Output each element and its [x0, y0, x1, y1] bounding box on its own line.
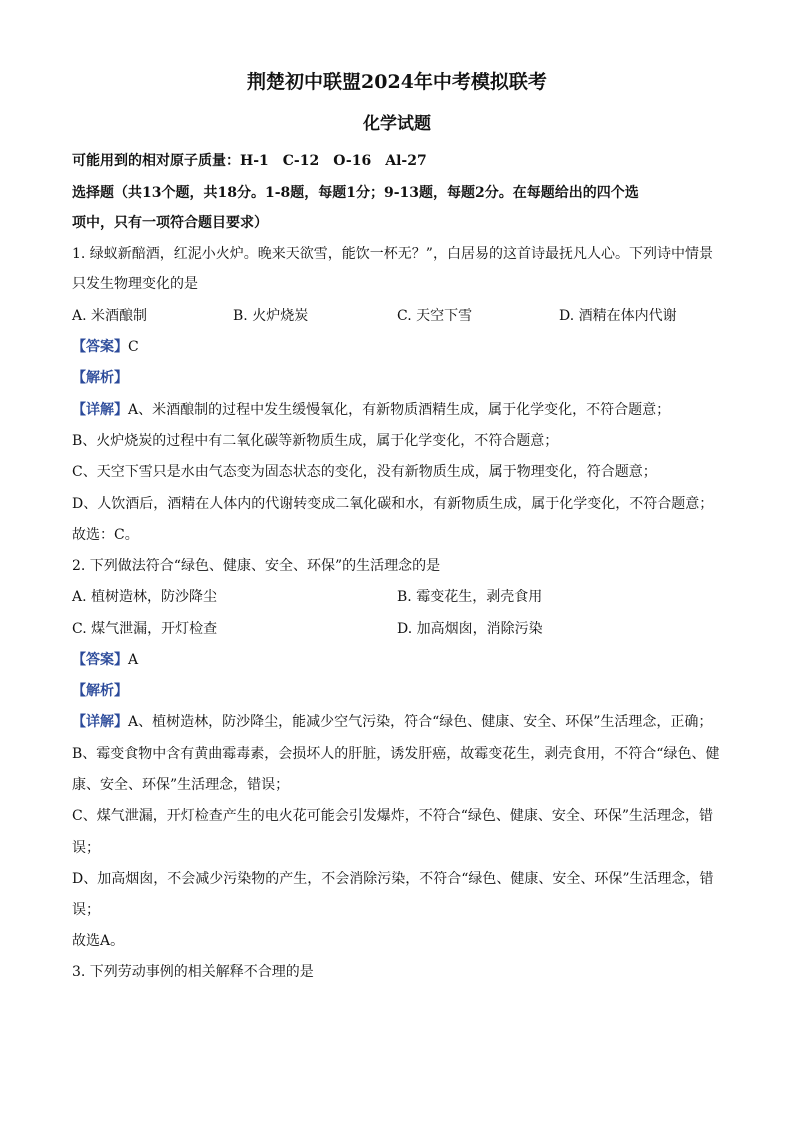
- q1-option-c: C. 天空下雪: [397, 308, 473, 324]
- q2-detail-b-line1: B、霉变食物中含有黄曲霉毒素，会损坏人的肝脏，诱发肝癌，故霉变花生，剥壳食用，不符合“绿色、健: [72, 746, 720, 762]
- q2-conclusion: 故选A。: [72, 933, 125, 949]
- q2-detail-c-line2: 误；: [72, 840, 100, 856]
- analysis-label: 【解析】: [72, 683, 128, 699]
- q1-stem-line1: 1. 绿蚁新醅酒，红泥小火炉。晚来天欲雪，能饮一杯无？”，白居易的这首诗最抚凡人心。下列诗中情景: [72, 246, 713, 262]
- q1-answer: [72, 337, 139, 357]
- q2-detail-d-line1: D、加高烟囱，不会减少污染物的产生，不会消除污染，不符合“绿色、健康、安全、环保”生活理念，错: [72, 871, 714, 887]
- q3-stem: 3. 下列劳动事例的相关解释不合理的是: [72, 964, 314, 980]
- q2-answer: [72, 650, 138, 670]
- q1-stem-line2: 只发生物理变化的是: [72, 276, 198, 292]
- q1-conclusion: 故选：C。: [72, 527, 139, 543]
- q2-detail-b-line2: 康、安全、环保”生活理念，错误；: [72, 777, 290, 793]
- page-subtitle: 化学试题: [363, 114, 431, 134]
- q2-detail-a: [72, 712, 712, 732]
- q1-detail-c: C、天空下雪只是水由气态变为固态状态的变化，没有新物质生成，属于物理变化，符合题意；: [72, 464, 657, 480]
- q2-detail-c-line1: C、煤气泄漏，开灯检查产生的电火花可能会引发爆炸，不符合“绿色、健康、安全、环保”生活理念，错: [72, 808, 714, 824]
- section-instructions-line2: 项中，只有一项符合题目要求）: [72, 215, 268, 231]
- q1-detail-d: D、人饮酒后，酒精在人体内的代谢转变成二氧化碳和水，有新物质生成，属于化学变化，不符合题意；: [72, 496, 714, 512]
- q2-analysis: [72, 681, 128, 701]
- answer-label: 【答案】: [72, 652, 128, 668]
- answer-value: C: [128, 339, 139, 355]
- page-title: 荆楚初中联盟2024年中考模拟联考: [247, 71, 547, 93]
- detail-text: A、米酒酿制的过程中发生缓慢氧化，有新物质酒精生成，属于化学变化，不符合题意；: [128, 402, 671, 418]
- detail-label: 【详解】: [72, 402, 128, 418]
- q2-stem: 2. 下列做法符合“绿色、健康、安全、环保”的生活理念的是: [72, 558, 441, 574]
- atomic-masses: 可能用到的相对原子质量：H-1 C-12 O-16 Al-27: [72, 153, 427, 169]
- section-instructions-line1: 选择题（共13个题，共18分。1-8题，每题1分；9-13题，每题2分。在每题给出的四个选: [72, 185, 639, 201]
- answer-value: A: [128, 652, 139, 668]
- answer-label: 【答案】: [72, 339, 128, 355]
- q2-option-b: B. 霉变花生，剥壳食用: [397, 589, 543, 605]
- detail-text: A、植树造林，防沙降尘，能减少空气污染，符合“绿色、健康、安全、环保”生活理念，正确；: [128, 714, 713, 730]
- q2-option-a: A. 植树造林，防沙降尘: [72, 589, 218, 605]
- q2-option-c: C. 煤气泄漏，开灯检查: [72, 621, 218, 637]
- q1-analysis: [72, 368, 128, 388]
- q1-option-a: A. 米酒酿制: [72, 308, 148, 324]
- q2-detail-d-line2: 误；: [72, 902, 100, 918]
- analysis-label: 【解析】: [72, 370, 128, 386]
- detail-label: 【详解】: [72, 714, 128, 730]
- q1-detail-b: B、火炉烧炭的过程中有二氧化碳等新物质生成，属于化学变化，不符合题意；: [72, 433, 559, 449]
- q1-option-d: D. 酒精在体内代谢: [559, 308, 677, 324]
- q1-detail-a: [72, 400, 670, 420]
- q2-option-d: D. 加高烟囱，消除污染: [397, 621, 543, 637]
- q1-option-b: B. 火炉烧炭: [233, 308, 309, 324]
